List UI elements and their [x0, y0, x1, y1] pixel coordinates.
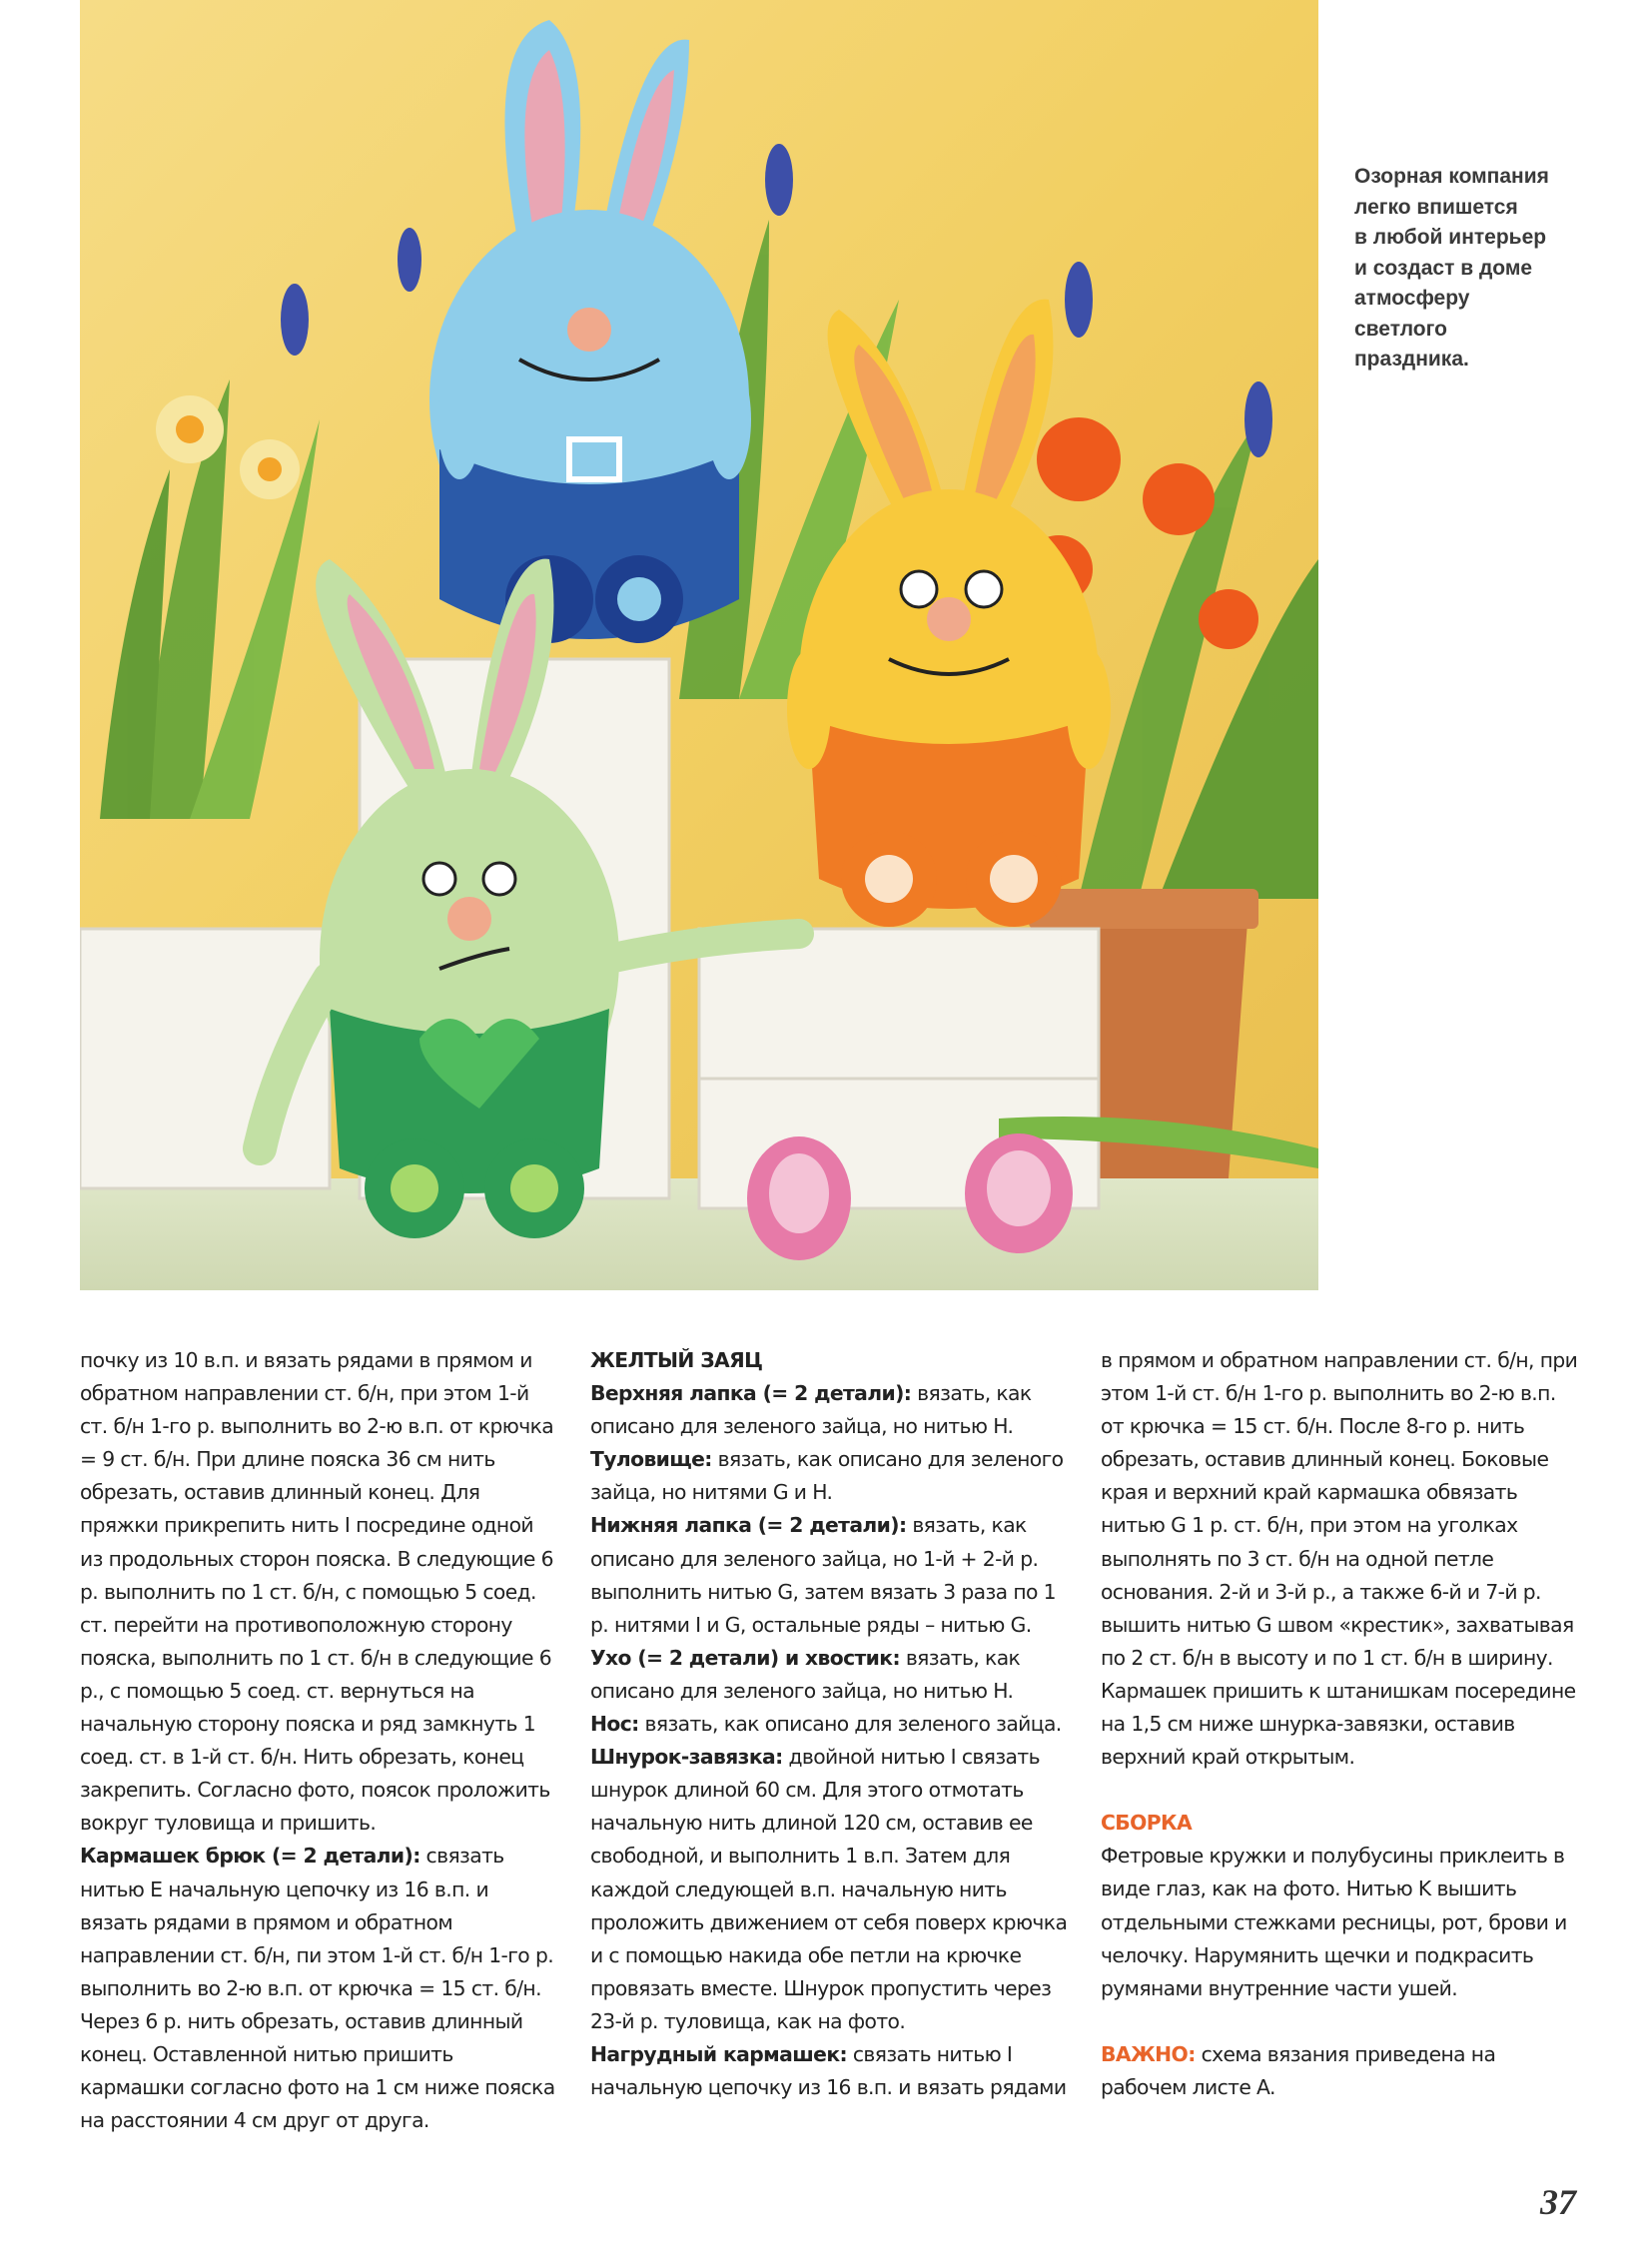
section-heading-yellow-bunny: ЖЕЛТЫЙ ЗАЯЦ [590, 1348, 763, 1372]
paragraph [590, 1509, 1070, 1641]
paragraph [590, 1642, 1070, 1708]
item-label: Нагрудный кармашек: [590, 2041, 847, 2066]
hero-photo [80, 0, 1318, 1290]
important-label: ВАЖНО: [1101, 2041, 1196, 2066]
item-text: вязать, как описано для зеленого зайца, но нитями G и H. [590, 1447, 1064, 1505]
item-label: Нос: [590, 1712, 639, 1737]
item-label: Ухо (= 2 детали) и хвостик: [590, 1645, 900, 1670]
paragraph: Фетровые кружки и полубусины приклеить в виде глаз, как на фото. Нитью K вышить отдельными стежками ресницы, рот, брови и челочку. Нарумянить щечки и подкрасить румянами внутренние части ушей. [1101, 1844, 1567, 2000]
caption-line: в любой интерьер [1354, 226, 1547, 249]
spacer [1101, 1774, 1580, 1807]
item-text: двойной нитью I связать шнурок длиной 60 см. Для этого отмотать начальную нить длиной 120 см, оставив ее свободной, и выполнить 1 в.п. Затем для каждой следующей в.п. начальную нить проложить движением от себя поверх крючка и с помощью накида обе петли на крючке провязать вместе. Шнурок пропустить через 23-й р. туловища, как на фото. [590, 1745, 1068, 2033]
pocket-label: Кармашек брюк (= 2 детали): [80, 1844, 420, 1869]
caption-line: светлого [1354, 317, 1447, 341]
caption-line: Озорная компания [1354, 165, 1549, 188]
pocket-text: связать нитью E начальную цепочку из 16 в.п. и вязать рядами в прямом и обратном направлении ст. б/н, пи этом 1-й ст. б/н 1-го р. выполнить во 2-ю в.п. от крючка = 15 ст. б/н. Через 6 р. нить обрезать, оставив длинный конец. Оставленной нитью пришить кармашки согласно фото на 1 см ниже пояска на расстоянии 4 см друг от друга. [80, 1844, 555, 2133]
spacer [1101, 2005, 1580, 2038]
bunnies-illustration [80, 0, 1318, 1290]
paragraph [590, 1377, 1070, 1443]
caption-line: атмосферу [1354, 287, 1470, 310]
item-text: вязать, как описано для зеленого зайца, но нитью H. [590, 1381, 1032, 1439]
paragraph [80, 1840, 559, 2137]
item-text: вязать, как описано для зеленого зайца, но 1-й + 2-й р. выполнить нитью G, затем вязать 3 раза по 1 р. нитями I и G, остальные ряды – нитью G. [590, 1513, 1056, 1637]
caption-line: и создаст в доме [1354, 256, 1533, 280]
paragraph: почку из 10 в.п. и вязать рядами в прямом и обратном направлении ст. б/н, при этом 1-й ст. б/н 1-го р. выполнить во 2-ю в.п. от крючка = 9 ст. б/н. При длине пояска 36 см нить обрезать, оставив длинный конец. Для пряжки прикрепить нить I посредине одной из продольных сторон пояска. В следующие 6 р. выполнить по 1 ст. б/н, с помощью 5 соед. ст. перейти на противоположную сторону пояска, выполнить по 1 ст. б/н в следующие 6 р., с помощью 5 соед. ст. вернуться на начальную сторону пояска и ряд замкнуть 1 соед. ст. в 1-й ст. б/н. Нить обрезать, конец закрепить. Согласно фото, поясок проложить вокруг туловища и пришить. [80, 1348, 554, 1836]
text-column-1 [80, 1344, 559, 2137]
item-label: Шнурок-завязка: [590, 1745, 783, 1770]
item-text: связать нитью I начальную цепочку из 16 в.п. и вязать рядами [590, 2041, 1067, 2100]
photo-caption [1354, 162, 1624, 376]
item-label: Туловище: [590, 1447, 712, 1472]
paragraph [590, 1741, 1070, 2038]
text-column-3 [1101, 1344, 1580, 2104]
important-text: схема вязания приведена на рабочем листе A. [1101, 2041, 1496, 2099]
section-heading-assembly: СБОРКА [1101, 1811, 1193, 1836]
item-text: вязать, как описано для зеленого зайца. [638, 1712, 1062, 1737]
item-label: Верхняя лапка (= 2 детали): [590, 1381, 912, 1406]
caption-line: праздника. [1354, 348, 1469, 371]
item-label: Нижняя лапка (= 2 детали): [590, 1513, 907, 1538]
item-text: вязать, как описано для зеленого зайца, но нитью H. [590, 1645, 1021, 1703]
paragraph [590, 1708, 1070, 1741]
paragraph [1101, 2038, 1580, 2104]
caption-line: легко впишется [1354, 195, 1518, 219]
text-column-2 [590, 1344, 1070, 2104]
paragraph [590, 2038, 1070, 2104]
page-number: 37 [1540, 2182, 1576, 2222]
paragraph [590, 1443, 1070, 1509]
paragraph: в прямом и обратном направлении ст. б/н, при этом 1-й ст. б/н 1-го р. выполнить во 2-ю в.п. от крючка = 15 ст. б/н. После 8-го р. нить обрезать, оставив длинный конец. Боковые края и верхний край кармашка обвязать нитью G 1 р. ст. б/н, при этом на уголках выполнять по 3 ст. б/н на одной петле основания. 2-й и 3-й р., а также 6-й и 7-й р. вышить нитью G швом «крестик», захватывая по 2 ст. б/н в высоту и по 1 ст. б/н в ширину. Кармашек пришить к штанишкам посередине на 1,5 см ниже шнурка-завязки, оставив верхний край открытым. [1101, 1348, 1578, 1770]
